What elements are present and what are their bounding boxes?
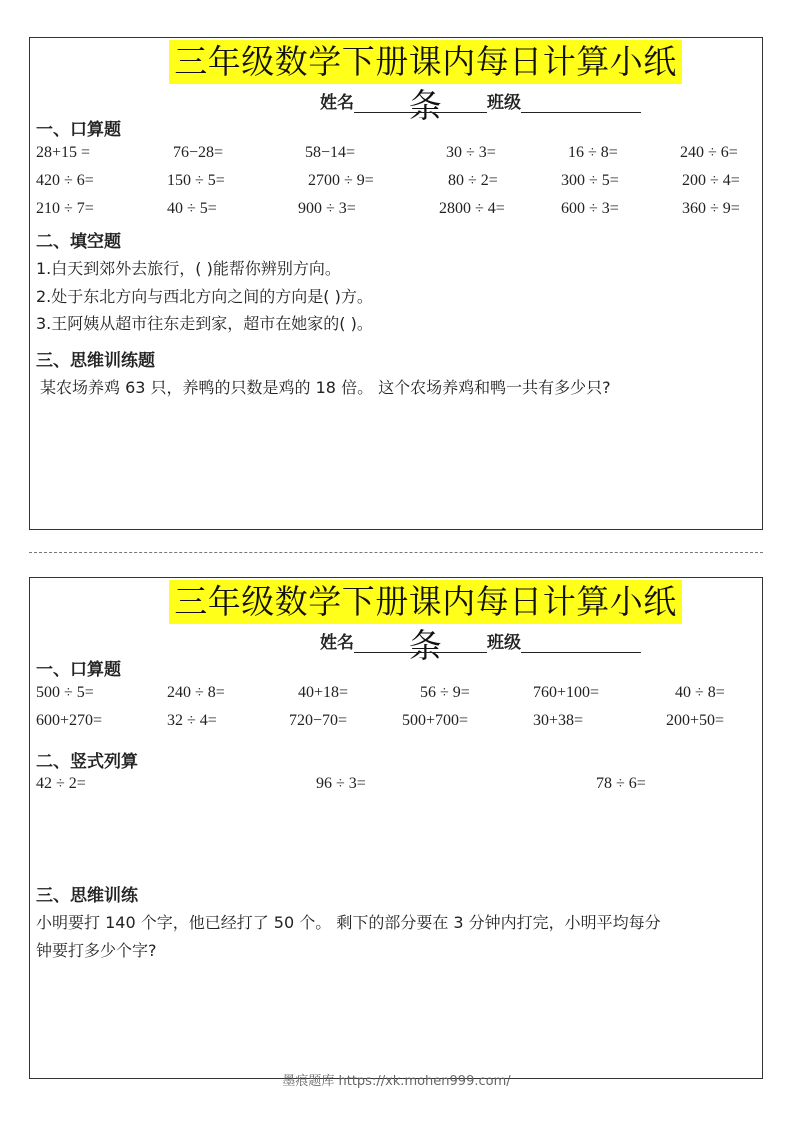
name-label: 姓名: [320, 633, 354, 653]
class-label: 班级: [487, 93, 521, 113]
calc-item: 200+50=: [666, 712, 725, 729]
worksheet-card-1: [29, 37, 763, 530]
fill-question: 2.处于东北方向与西北方向之间的方向是( )方。: [36, 287, 373, 306]
calc-item: 40 ÷ 8=: [675, 684, 725, 701]
name-label: 姓名: [320, 93, 354, 113]
calc-item: 40+18=: [298, 684, 349, 701]
section-vertical-calc: 二、竖式列算: [36, 752, 138, 772]
footer-watermark: 墨痕题库 https://xk.mohen999.com/: [282, 1074, 511, 1089]
word-problem: 某农场养鸡 63 只，养鸭的只数是鸡的 18 倍。 这个农场养鸡和鸭一共有多少只?: [40, 378, 611, 397]
calc-item: 720−70=: [289, 712, 348, 729]
calc-item: 500+700=: [402, 712, 469, 729]
name-class-row: [320, 628, 641, 652]
calc-item: 76−28=: [173, 144, 224, 161]
calc-item: 210 ÷ 7=: [36, 200, 94, 217]
calc-item: 30+38=: [533, 712, 584, 729]
section-oral-calc: 一、口算题: [36, 120, 121, 140]
calc-item: 30 ÷ 3=: [446, 144, 496, 161]
calc-item: 32 ÷ 4=: [167, 712, 217, 729]
vertical-calc-item: 78 ÷ 6=: [596, 775, 646, 792]
calc-item: 420 ÷ 6=: [36, 172, 94, 189]
calc-item: 760+100=: [533, 684, 600, 701]
vertical-calc-item: 96 ÷ 3=: [316, 775, 366, 792]
worksheet-title: 三年级数学下册课内每日计算小纸条: [169, 580, 682, 624]
section-fill-blank: 二、填空题: [36, 232, 121, 252]
word-problem-line: 钟要打多少个字?: [36, 941, 157, 960]
calc-item: 40 ÷ 5=: [167, 200, 217, 217]
worksheet-title: 三年级数学下册课内每日计算小纸条: [169, 40, 682, 84]
calc-item: 240 ÷ 6=: [680, 144, 738, 161]
class-label: 班级: [487, 633, 521, 653]
class-blank[interactable]: [521, 92, 641, 113]
fill-question: 1.白天到郊外去旅行，( )能帮你辨别方向。: [36, 259, 341, 278]
calc-item: 360 ÷ 9=: [682, 200, 740, 217]
calc-item: 200 ÷ 4=: [682, 172, 740, 189]
name-blank[interactable]: [354, 92, 487, 113]
calc-item: 56 ÷ 9=: [420, 684, 470, 701]
calc-item: 58−14=: [305, 144, 356, 161]
name-blank[interactable]: [354, 632, 487, 653]
cut-line: [29, 552, 763, 553]
calc-item: 80 ÷ 2=: [448, 172, 498, 189]
calc-item: 500 ÷ 5=: [36, 684, 94, 701]
calc-item: 16 ÷ 8=: [568, 144, 618, 161]
vertical-calc-item: 42 ÷ 2=: [36, 775, 86, 792]
section-thinking: 三、思维训练题: [36, 351, 155, 371]
calc-item: 300 ÷ 5=: [561, 172, 619, 189]
calc-item: 2700 ÷ 9=: [308, 172, 374, 189]
calc-item: 150 ÷ 5=: [167, 172, 225, 189]
worksheet-card-2: [29, 577, 763, 1079]
section-thinking: 三、思维训练: [36, 886, 138, 906]
section-oral-calc: 一、口算题: [36, 660, 121, 680]
class-blank[interactable]: [521, 632, 641, 653]
calc-item: 28+15 =: [36, 144, 91, 161]
word-problem-line: 小明要打 140 个字，他已经打了 50 个。 剩下的部分要在 3 分钟内打完，小明平均每分: [36, 913, 661, 932]
fill-question: 3.王阿姨从超市往东走到家，超市在她家的( )。: [36, 314, 373, 333]
calc-item: 900 ÷ 3=: [298, 200, 356, 217]
name-class-row: [320, 88, 641, 112]
calc-item: 600+270=: [36, 712, 103, 729]
calc-item: 2800 ÷ 4=: [439, 200, 505, 217]
calc-item: 240 ÷ 8=: [167, 684, 225, 701]
calc-item: 600 ÷ 3=: [561, 200, 619, 217]
